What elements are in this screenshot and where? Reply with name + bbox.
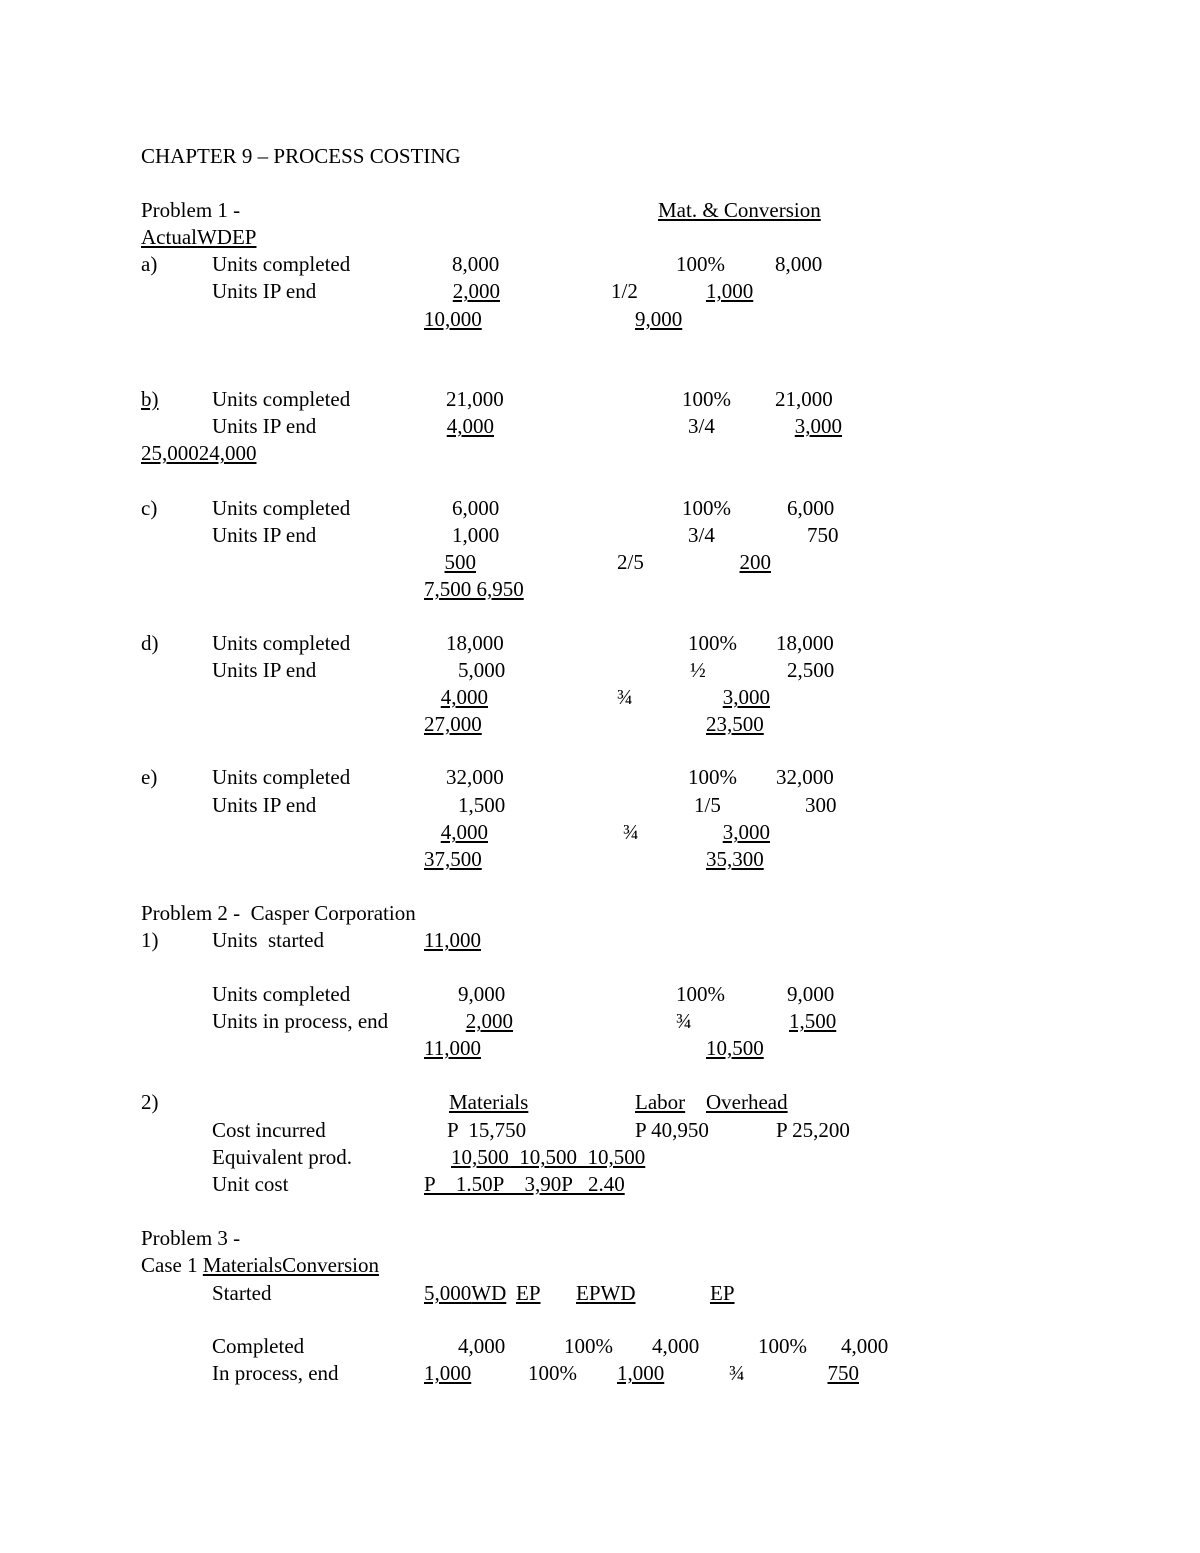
wd-header: WD — [471, 1281, 507, 1305]
row-desc: Units completed — [212, 387, 351, 411]
row-units: 2,000 — [452, 279, 500, 303]
total-ep: 9,000 — [635, 307, 683, 331]
overhead-cost: P 25,200 — [776, 1118, 850, 1142]
row-desc: Units completed — [212, 765, 351, 789]
case-1-columns: MaterialsConversion — [202, 1253, 379, 1277]
equivalent-prod-values: 10,500 10,500 10,500 — [451, 1145, 646, 1169]
ep-header-2: EP — [710, 1281, 735, 1305]
total-ep: 35,300 — [706, 847, 764, 871]
row-ep: 6,000 — [787, 496, 835, 520]
row-pct: 100% — [688, 631, 737, 655]
row-desc: Equivalent prod. — [212, 1145, 352, 1169]
row-ep: 3,000 — [722, 685, 770, 709]
row-pct: 1/2 — [611, 279, 638, 303]
row-units: 5,000 — [458, 658, 506, 682]
wd-label: WD — [600, 1281, 636, 1305]
row-desc: Units IP end — [212, 523, 317, 547]
row-units: 1,500 — [458, 793, 506, 817]
row-desc: Units in process, end — [212, 1009, 389, 1033]
ep-header: EP — [516, 1281, 541, 1305]
part-d-label: d) — [141, 631, 159, 655]
row-ep: 1,000 — [617, 1361, 665, 1385]
row-pct: ¾ — [729, 1361, 745, 1385]
row-units: 4,000 — [446, 414, 494, 438]
started-value: 5,000 — [424, 1281, 472, 1305]
row-ep: 21,000 — [775, 387, 833, 411]
materials-cost: P 15,750 — [447, 1118, 527, 1142]
ep-label: EP — [576, 1281, 601, 1305]
row-ep: 8,000 — [775, 252, 823, 276]
total-units: 10,000 — [424, 307, 482, 331]
row-pct: ½ — [690, 658, 706, 682]
problem-2-heading: Problem 2 - Casper Corporation — [141, 901, 416, 925]
row-ep: 4,000 — [841, 1334, 889, 1358]
labor-header: Labor — [635, 1090, 686, 1114]
row-pct: 100% — [682, 387, 731, 411]
case-1-row — [141, 1255, 379, 1276]
page-title: CHAPTER 9 – PROCESS COSTING — [141, 144, 461, 168]
row-ep: 1,500 — [789, 1009, 837, 1033]
row-units: 32,000 — [446, 765, 504, 789]
units-started-value: 11,000 — [424, 928, 481, 952]
ep-wd-header — [576, 1283, 710, 1304]
row-units: 2,000 — [465, 1009, 513, 1033]
row-desc: In process, end — [212, 1361, 339, 1385]
mat-conversion-header: Mat. & Conversion — [658, 198, 821, 222]
row-units: 4,000 — [440, 820, 488, 844]
row-ep: 3,000 — [794, 414, 842, 438]
row-ep: 2,500 — [787, 658, 835, 682]
started-row — [424, 1283, 506, 1304]
row-pct: 100% — [682, 496, 731, 520]
row-desc: Units IP end — [212, 279, 317, 303]
row-ep: 1,000 — [706, 279, 754, 303]
row-pct: ¾ — [676, 1009, 692, 1033]
row-ep: 750 — [827, 1361, 859, 1385]
row-units: 18,000 — [446, 631, 504, 655]
total-units: 27,000 — [424, 712, 482, 736]
part-a-label: a) — [141, 252, 158, 276]
row-units: 4,000 — [440, 685, 488, 709]
row-ep: 3,000 — [722, 820, 770, 844]
row-desc: Units completed — [212, 982, 351, 1006]
row-units: 500 — [444, 550, 476, 574]
row-pct: 2/5 — [617, 550, 644, 574]
row-pct: 100% — [528, 1361, 577, 1385]
row-units: 9,000 — [458, 982, 506, 1006]
row-ep: 4,000 — [652, 1334, 700, 1358]
row-desc: Completed — [212, 1334, 305, 1358]
row-units: 1,000 — [452, 523, 500, 547]
row-units: 21,000 — [446, 387, 504, 411]
actual-wdep-header: ActualWDEP — [141, 225, 257, 249]
row-pct: 1/5 — [694, 793, 721, 817]
totals-line: 25,00024,000 — [141, 441, 257, 465]
row-ep: 32,000 — [776, 765, 834, 789]
row-units: 6,000 — [452, 496, 500, 520]
row-desc: Unit cost — [212, 1172, 289, 1196]
problem-1-heading: Problem 1 - — [141, 198, 241, 222]
row-pct: 3/4 — [688, 414, 715, 438]
overhead-header: Overhead — [706, 1090, 788, 1114]
row-desc: Started — [212, 1281, 272, 1305]
part-b-label: b) — [141, 387, 159, 411]
row-pct: 100% — [688, 765, 737, 789]
row-desc: Units completed — [212, 252, 351, 276]
row-ep: 9,000 — [787, 982, 835, 1006]
row-pct: 3/4 — [688, 523, 715, 547]
problem-3-heading: Problem 3 - — [141, 1226, 241, 1250]
unit-cost-values: P 1.50P 3,90P 2.40 — [424, 1172, 625, 1196]
row-pct: 100% — [564, 1334, 613, 1358]
row-desc: Units started — [212, 928, 324, 952]
row-pct: 100% — [676, 252, 725, 276]
row-desc: Units IP end — [212, 414, 317, 438]
row-units: 1,000 — [424, 1361, 472, 1385]
totals-line: 7,500 6,950 — [424, 577, 524, 601]
total-units: 37,500 — [424, 847, 482, 871]
case-1-label: Case 1 — [141, 1253, 203, 1277]
row-desc: Units completed — [212, 496, 351, 520]
part-c-label: c) — [141, 496, 158, 520]
row-pct: 100% — [676, 982, 725, 1006]
row-ep: 200 — [739, 550, 771, 574]
total-units: 11,000 — [424, 1036, 481, 1060]
row-pct: ¾ — [623, 820, 639, 844]
row-pct: 100% — [758, 1334, 807, 1358]
row-ep: 300 — [805, 793, 837, 817]
total-ep: 23,500 — [706, 712, 764, 736]
row-desc: Units IP end — [212, 793, 317, 817]
row-units: 4,000 — [458, 1334, 506, 1358]
labor-cost: P 40,950 — [635, 1118, 709, 1142]
total-ep: 10,500 — [706, 1036, 764, 1060]
part-e-label: e) — [141, 765, 158, 789]
part-1-label: 1) — [141, 928, 159, 952]
row-ep: 18,000 — [776, 631, 834, 655]
part-2-label: 2) — [141, 1090, 159, 1114]
row-desc: Units completed — [212, 631, 351, 655]
row-desc: Cost incurred — [212, 1118, 326, 1142]
row-ep: 750 — [807, 523, 839, 547]
row-pct: ¾ — [617, 685, 633, 709]
row-units: 8,000 — [452, 252, 500, 276]
materials-header: Materials — [449, 1090, 529, 1114]
row-desc: Units IP end — [212, 658, 317, 682]
